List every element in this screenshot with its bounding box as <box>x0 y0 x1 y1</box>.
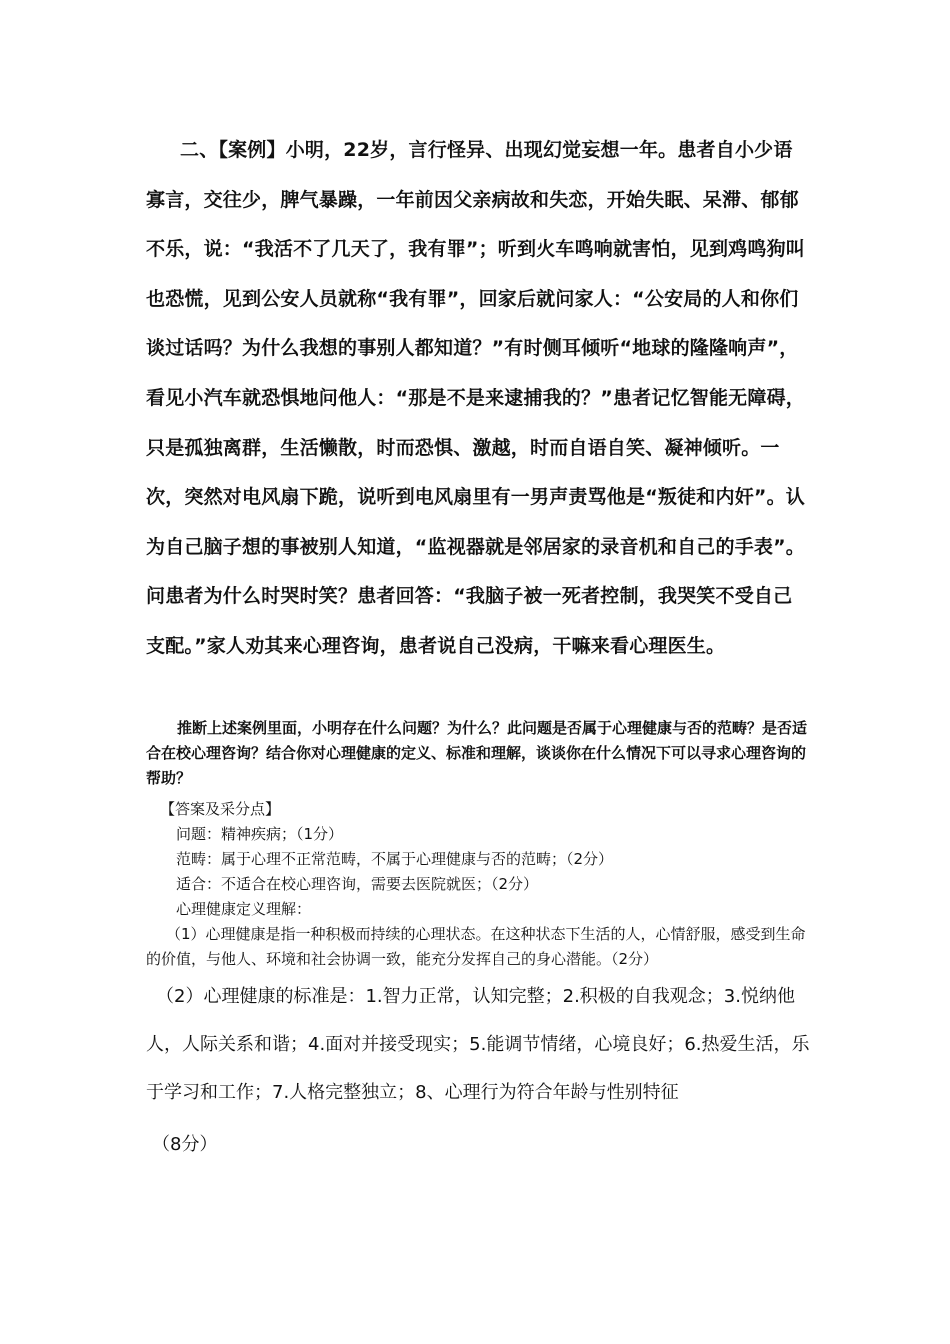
mental-health-standards: （2）心理健康的标准是：1.智力正常，认知完整；2.积极的自我观念；3.悦纳他人，人际关系和谐；4.面对并接受现实；5.能调节情绪，心境良好；6.热爱生活，乐于学习和工作；7.人格完整独立；8、心理行为符合年龄与性别特征 <box>146 986 810 1103</box>
standards-score: （8分） <box>152 1134 218 1155</box>
case-description: 二、【案例】小明，22岁，言行怪异、出现幻觉妄想一年。患者自小少语寡言，交往少，脾气暴躁，一年前因父亲病故和失恋，开始失眠、呆滞、郁郁不乐，说：“我活不了几天了，我有罪”；听到火车鸣响就害怕，见到鸡鸣狗叫也恐慌，见到公安人员就称“我有罪”，回家后就问家人：“公安局的人和你们谈过话吗？为什么我想的事别人都知道？”有时侧耳倾听“地球的隆隆响声”，看见小汽车就恐惧地问他人：“那是不是来逮捕我的？”患者记忆智能无障碍，只是孤独离群，生活懒散，时而恐惧、激越，时而自语自笑、凝神倾听。一次，突然对电风扇下跪，说听到电风扇里有一男声责骂他是“叛徒和内奸”。认为自己脑子想的事被别人知道，“监视器就是邻居家的录音机和自己的手表”。问患者为什么时哭时笑？患者回答：“我脑子被一死者控制，我哭笑不受自己支配。”家人劝其来心理咨询，患者说自己没病，干嘛来看心理医生。 <box>146 139 805 657</box>
answer-category: 范畴：属于心理不正常范畴，不属于心理健康与否的范畴；（2分） <box>176 850 614 868</box>
answer-section <box>146 797 810 972</box>
case-question: 推断上述案例里面，小明存在什么问题？为什么？此问题是否属于心理健康与否的范畴？是否适合在校心理咨询？结合你对心理健康的定义、标准和理解，谈谈你在什么情况下可以寻求心理咨询的帮助？ <box>146 719 808 787</box>
definition-point-1: （1）心理健康是指一种积极而持续的心理状态。在这种状态下生活的人，心情舒服，感受到生命的价值，与他人、环境和社会协调一致，能充分发挥自己的身心潜能。（2分） <box>146 925 806 968</box>
definition-heading: 心理健康定义理解： <box>176 900 312 918</box>
answer-heading: 【答案及采分点】 <box>160 800 281 818</box>
answer-problem: 问题：精神疾病；（1分） <box>176 825 344 843</box>
answer-suitability: 适合：不适合在校心理咨询，需要去医院就医；（2分） <box>176 875 539 893</box>
